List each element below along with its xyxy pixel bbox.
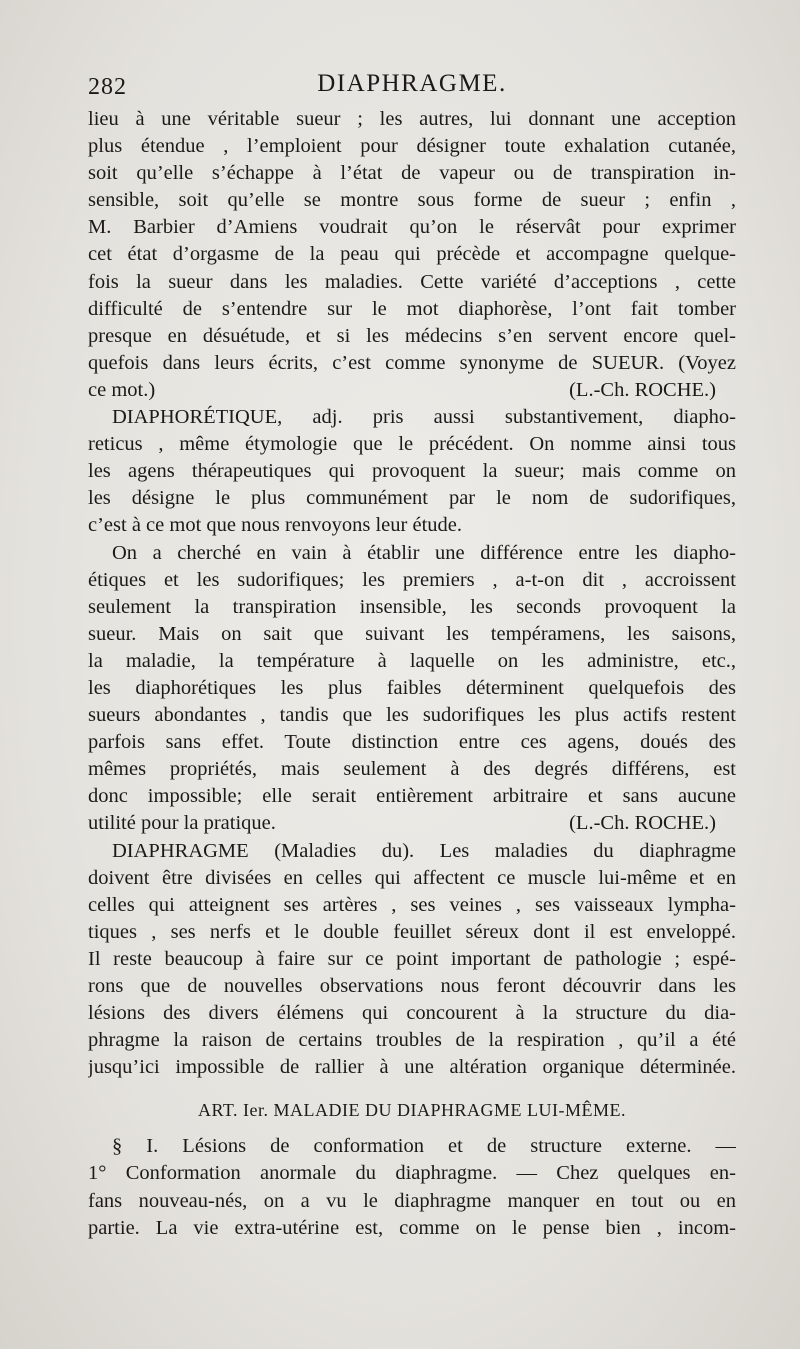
entry-heading-line: DIAPHORÉTIQUE, adj. pris aussi substantivement, diapho- <box>112 406 736 429</box>
signature-line <box>88 810 736 837</box>
text-line: soit qu’elle s’échappe à l’état de vapeur ou de transpiration in- <box>88 162 736 185</box>
text-line: sueur. Mais on sait que suivant les tempéramens, les saisons, <box>88 622 736 645</box>
author-signature: (L.-Ch. ROCHE.) <box>569 812 716 835</box>
spacer <box>88 1081 736 1095</box>
signature-lead-text: ce mot.) <box>88 378 156 401</box>
text-line: donc impossible; elle serait entièrement arbitraire et sans aucune <box>88 785 736 808</box>
running-head <box>88 66 736 106</box>
text-line: seulement la transpiration insensible, les seconds provoquent la <box>88 595 736 618</box>
spacer <box>88 1125 736 1133</box>
article-heading: ART. Ier. MALADIE DU DIAPHRAGME LUI-MÊME. <box>197 1100 627 1121</box>
text-line: reticus , même étymologie que le précédent. On nomme ainsi tous <box>88 433 736 456</box>
signature-line <box>88 377 736 404</box>
text-line: fans nouveau-nés, on a vu le diaphragme manquer en tout ou en <box>88 1189 736 1212</box>
text-line: les diaphorétiques les plus faibles déterminent quelquefois des <box>88 676 736 699</box>
text-line: lieu à une véritable sueur ; les autres, lui donnant une acception <box>88 108 736 130</box>
text-line: sueurs abondantes , tandis que les sudorifiques les plus actifs restent <box>88 704 736 727</box>
entry-heading-line: DIAPHRAGME (Maladies du). Les maladies du diaphragme <box>112 839 736 862</box>
text-line: phragme la raison de certains troubles de la respiration , qu’il a été <box>88 1029 736 1052</box>
text-line: plus étendue , l’emploient pour désigner toute exhalation cutanée, <box>88 135 736 158</box>
text-line: étiques et les sudorifiques; les premiers , a-t-on dit , accroissent <box>88 568 736 591</box>
text-line: fois la sueur dans les maladies. Cette variété d’acceptions , cette <box>88 270 736 293</box>
text-line: mêmes propriétés, mais seulement à des degrés différens, est <box>88 758 736 781</box>
text-line: celles qui atteignent ses artères , ses veines , ses vaisseaux lympha- <box>88 893 736 916</box>
text-line: Il reste beaucoup à faire sur ce point important de pathologie ; espé- <box>88 947 736 970</box>
text-line: lésions des divers élémens qui concourent à la structure du dia- <box>88 1002 736 1025</box>
text-line: les désigne le plus communément par le nom de sudorifiques, <box>88 487 736 510</box>
text-line: 1° Conformation anormale du diaphragme. — Chez quelques en- <box>88 1162 736 1185</box>
text-line: parfois sans effet. Toute distinction entre ces agens, doués des <box>88 731 736 754</box>
text-line: quefois dans leurs écrits, c’est comme synonyme de SUEUR. (Voyez <box>88 351 736 374</box>
text-line: tiques , ses nerfs et le double feuillet séreux dont il est enveloppé. <box>88 920 736 943</box>
signature-lead-text: utilité pour la pratique. <box>88 812 276 835</box>
text-line: presque en désuétude, et si les médecins s’en servent encore quel- <box>88 324 736 347</box>
entry-diaphoretique <box>88 404 736 838</box>
text-line: les agens thérapeutiques qui provoquent la sueur; mais comme on <box>88 460 736 483</box>
entry-diaphragme <box>88 838 736 1082</box>
text-block <box>88 66 736 1242</box>
section-heading-line: § I. Lésions de conformation et de structure externe. — <box>112 1135 736 1158</box>
text-line: jusqu’ici impossible de rallier à une altération organique déterminée. <box>88 1056 736 1079</box>
text-line: cet état d’orgasme de la peau qui précède et accompagne quelque- <box>88 243 736 266</box>
author-signature: (L.-Ch. ROCHE.) <box>569 378 716 401</box>
paragraph-diaphorese-continued <box>88 106 736 404</box>
text-line: doivent être divisées en celles qui affectent ce muscle lui-même et en <box>88 866 736 889</box>
text-line: la maladie, la température à laquelle on les administre, etc., <box>88 649 736 672</box>
text-line: On a cherché en vain à établir une différence entre les diapho- <box>112 541 736 564</box>
text-line: difficulté de s’entendre sur le mot diaphorèse, l’ont fait tomber <box>88 297 736 320</box>
text-line: c’est à ce mot que nous renvoyons leur étude. <box>88 514 463 537</box>
section-one <box>88 1133 736 1241</box>
text-line: sensible, soit qu’elle se montre sous forme de sueur ; enfin , <box>88 189 736 212</box>
text-line: partie. La vie extra-utérine est, comme on le pense bien , incom- <box>88 1216 736 1239</box>
text-line: M. Barbier d’Amiens voudrait qu’on le réservât pour exprimer <box>88 216 736 239</box>
running-title: DIAPHRAGME. <box>317 70 507 97</box>
text-line: rons que de nouvelles observations nous feront découvrir dans les <box>88 975 736 997</box>
page-number: 282 <box>88 74 127 100</box>
